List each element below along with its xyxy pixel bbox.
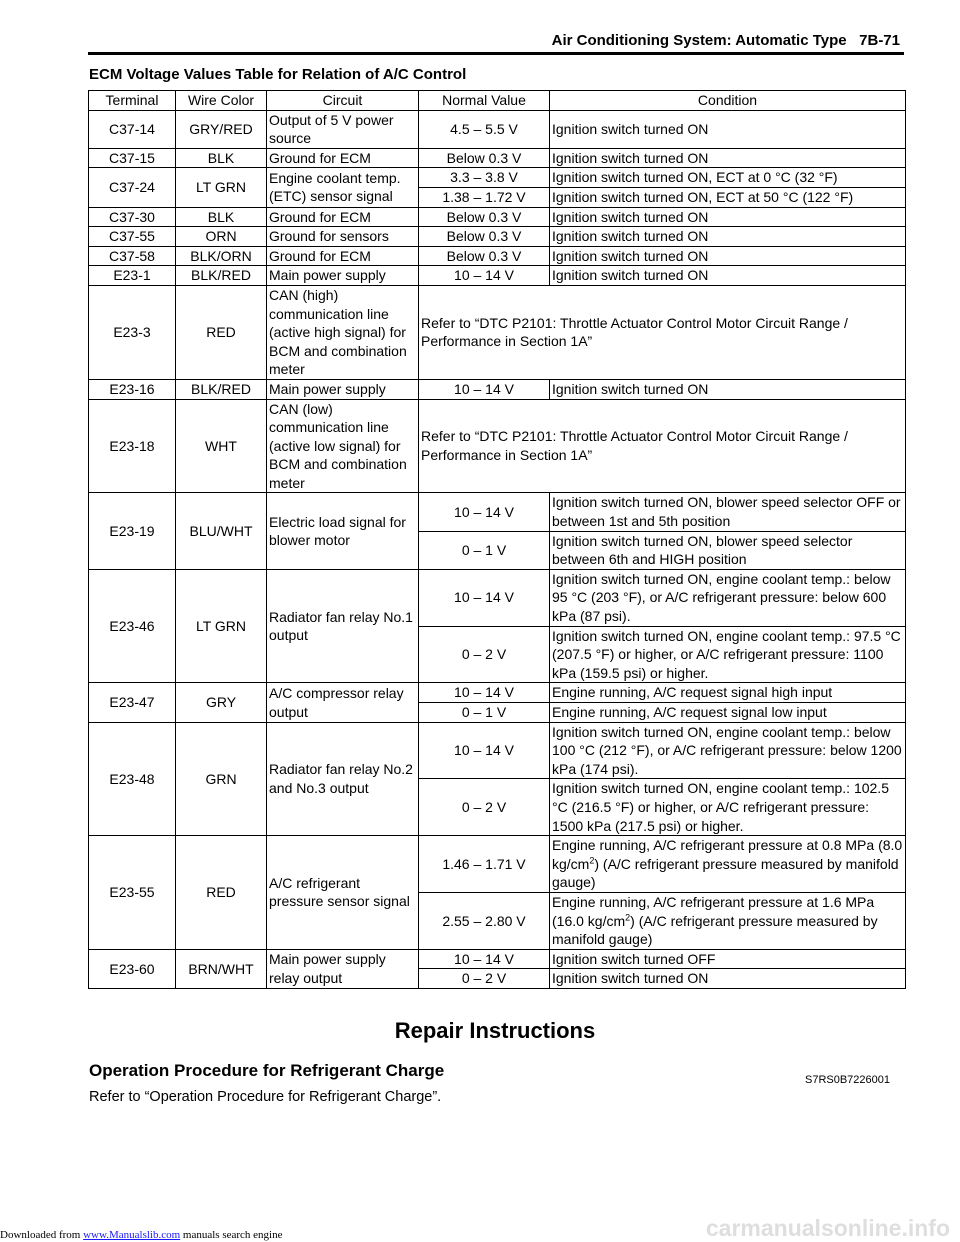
table-row: 1.38 – 1.72 V Ignition switch turned ON, ECT at 50 °C (122 °F): [89, 187, 906, 207]
manualslib-link[interactable]: www.Manualslib.com: [83, 1229, 181, 1241]
table-row: E23-55 RED A/C refrigerant pressure sensor signal 1.46 – 1.71 V Engine running, A/C refrigerant pressure at 0.8 MPa (8.0 $kg/cm^2$) (A/C refrigerant pressure measured by manifold gauge): [89, 836, 906, 893]
column-header: Circuit: [267, 91, 419, 111]
table-row: E23-48 GRN Radiator fan relay No.2 and No.3 output 10 – 14 V Ignition switch turned ON, engine coolant temp.: below 100 °C (212 °F), or A/C refrigerant pressure: below 1200 kPa (174 psi).: [89, 722, 906, 779]
column-header: Terminal: [89, 91, 176, 111]
column-header: Normal Value: [419, 91, 550, 111]
table-row: E23-19 BLU/WHT Electric load signal for blower motor 10 – 14 V Ignition switch turned ON, blower speed selector OFF or between 1st and 5th position: [89, 493, 906, 531]
page-number: 7B-71: [859, 32, 900, 49]
table-row: 0 – 2 V Ignition switch turned ON, engine coolant temp.: 102.5 °C (216.5 °F) or higher, or A/C refrigerant pressure: 1500 kPa (217.5 psi) or higher.: [89, 779, 906, 836]
table-row: C37-58 BLK/ORN Ground for ECM Below 0.3 V Ignition switch turned ON: [89, 246, 906, 266]
table-row: C37-15 BLK Ground for ECM Below 0.3 V Ignition switch turned ON: [89, 148, 906, 168]
table-row: C37-24 LT GRN Engine coolant temp. (ETC) sensor signal 3.3 – 3.8 V Ignition switch turned ON, ECT at 0 °C (32 °F): [89, 168, 906, 188]
table-row: C37-30 BLK Ground for ECM Below 0.3 V Ignition switch turned ON: [89, 207, 906, 227]
table-row: 0 – 2 V Ignition switch turned ON, engine coolant temp.: 97.5 °C (207.5 °F) or higher, or A/C refrigerant pressure: 1100 kPa (159.5 psi) or higher.: [89, 626, 906, 683]
table-row: 0 – 1 V Engine running, A/C request signal low input: [89, 703, 906, 723]
page-header: [88, 28, 904, 55]
table-row: C37-14 GRY/RED Output of 5 V power source 4.5 – 5.5 V Ignition switch turned ON: [89, 110, 906, 148]
table-row: E23-1 BLK/RED Main power supply 10 – 14 V Ignition switch turned ON: [89, 266, 906, 286]
table-row: E23-47 GRY A/C compressor relay output 10 – 14 V Engine running, A/C request signal high input: [89, 683, 906, 703]
table-row: 0 – 1 V Ignition switch turned ON, blower speed selector between 6th and HIGH position: [89, 531, 906, 569]
subsection-title: Operation Procedure for Refrigerant Charge: [89, 1061, 445, 1080]
section-title: Repair Instructions: [394, 1018, 596, 1043]
body-paragraph: Refer to “Operation Procedure for Refrigerant Charge”.: [89, 1089, 442, 1105]
table-row: E23-3 RED CAN (high) communication line (active high signal) for BCM and combination meter Refer to “DTC P2101: Throttle Actuator Control Motor Circuit Range / Performance in Section 1A”: [89, 285, 906, 379]
table-row: E23-46 LT GRN Radiator fan relay No.1 output 10 – 14 V Ignition switch turned ON, engine coolant temp.: below 95 °C (203 °F), or A/C refrigerant pressure: below 600 kPa (87 psi).: [89, 569, 906, 626]
subsection-code: S7RS0B7226001: [804, 1074, 890, 1086]
table-row: 0 – 2 V Ignition switch turned ON: [89, 969, 906, 989]
table-header-row: [89, 91, 906, 111]
table-title: ECM Voltage Values Table for Relation of A/C Control: [89, 66, 467, 83]
table-row: E23-60 BRN/WHT Main power supply relay output 10 – 14 V Ignition switch turned OFF: [89, 949, 906, 969]
download-footer: Downloaded from www.Manualslib.com manuals search engine: [0, 1229, 283, 1241]
watermark: carmanualsonline.info: [705, 1215, 950, 1241]
column-header: Condition: [550, 91, 906, 111]
page-header-title: Air Conditioning System: Automatic Type 7B-71: [551, 32, 900, 49]
ecm-voltage-table: [88, 90, 906, 989]
table-row: C37-55 ORN Ground for sensors Below 0.3 V Ignition switch turned ON: [89, 227, 906, 247]
table-row: E23-16 BLK/RED Main power supply 10 – 14 V Ignition switch turned ON: [89, 379, 906, 399]
table-row: 2.55 – 2.80 V Engine running, A/C refrigerant pressure at 1.6 MPa (16.0 $kg/cm^2$) (A/C refrigerant pressure measured by manifold gauge): [89, 892, 906, 949]
table-row: E23-18 WHT CAN (low) communication line (active low signal) for BCM and combination meter Refer to “DTC P2101: Throttle Actuator Control Motor Circuit Range / Performance in Section 1A”: [89, 399, 906, 493]
column-header: Wire Color: [176, 91, 267, 111]
